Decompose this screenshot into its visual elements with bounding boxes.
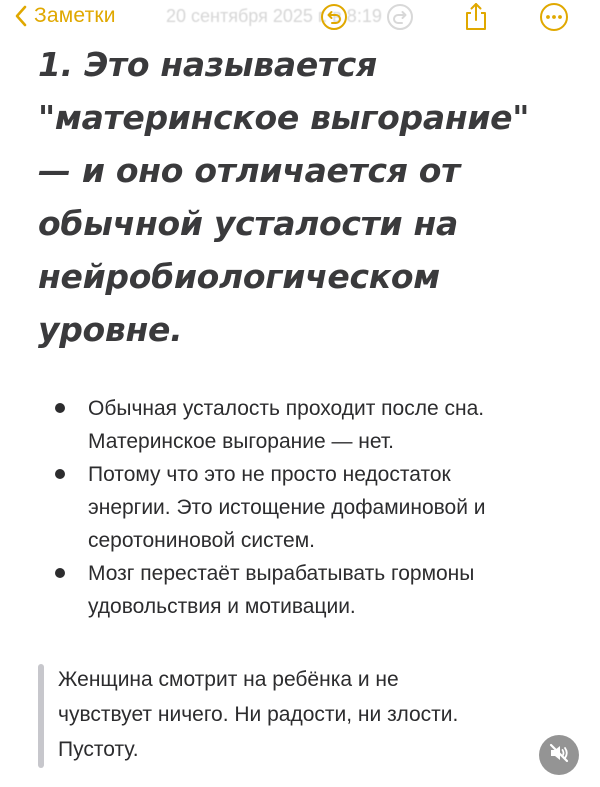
share-button[interactable] — [461, 2, 491, 32]
undo-button[interactable] — [319, 2, 349, 32]
quote-bar — [38, 664, 44, 768]
bullet-list — [40, 392, 580, 623]
more-icon — [539, 2, 569, 32]
bullet-line: Мозг перестаёт вырабатывать гормоны — [88, 562, 475, 585]
quote-line: Женщина смотрит на ребёнка и не — [58, 668, 399, 691]
heading-line: уровне. — [38, 310, 183, 349]
redo-button[interactable] — [385, 2, 415, 32]
block-quote — [38, 662, 578, 770]
bullet-dot — [55, 469, 65, 479]
back-button[interactable] — [14, 2, 116, 30]
bullet-item — [40, 458, 580, 557]
bullet-line: Потому что это не просто недостаток — [88, 463, 451, 486]
note-heading — [38, 38, 578, 356]
redo-icon — [386, 3, 414, 31]
more-button[interactable] — [539, 2, 569, 32]
mute-button[interactable] — [539, 735, 579, 775]
bullet-line: серотониновой систем. — [88, 529, 315, 552]
undo-icon — [320, 3, 348, 31]
notes-toolbar — [0, 0, 600, 36]
bullet-line: Обычная усталость проходит после сна. — [88, 397, 485, 420]
heading-line: 1. Это называется — [38, 45, 377, 84]
back-label: Заметки — [34, 4, 116, 27]
bullet-line: удовольствия и мотивации. — [88, 595, 356, 618]
note-date: 20 сентября 2025 г. в 8:19 — [166, 6, 382, 26]
heading-line: "материнское выгорание" — [38, 98, 530, 137]
heading-line: — и оно отличается от — [38, 151, 460, 190]
bullet-item — [40, 392, 580, 458]
heading-line: нейробиологическом — [38, 257, 440, 296]
bullet-dot — [55, 568, 65, 578]
quote-line: Пустоту. — [58, 738, 139, 761]
bullet-dot — [55, 403, 65, 413]
bullet-line: энергии. Это истощение дофаминовой и — [88, 496, 486, 519]
bullet-line: Материнское выгорание — нет. — [88, 430, 394, 453]
quote-line: чувствует ничего. Ни радости, ни злости. — [58, 703, 459, 726]
chevron-left-icon — [14, 4, 28, 28]
bullet-item — [40, 557, 580, 623]
share-icon — [463, 2, 489, 32]
heading-line: обычной усталости на — [38, 204, 458, 243]
quote-text — [58, 662, 458, 767]
speaker-muted-icon — [548, 742, 570, 769]
